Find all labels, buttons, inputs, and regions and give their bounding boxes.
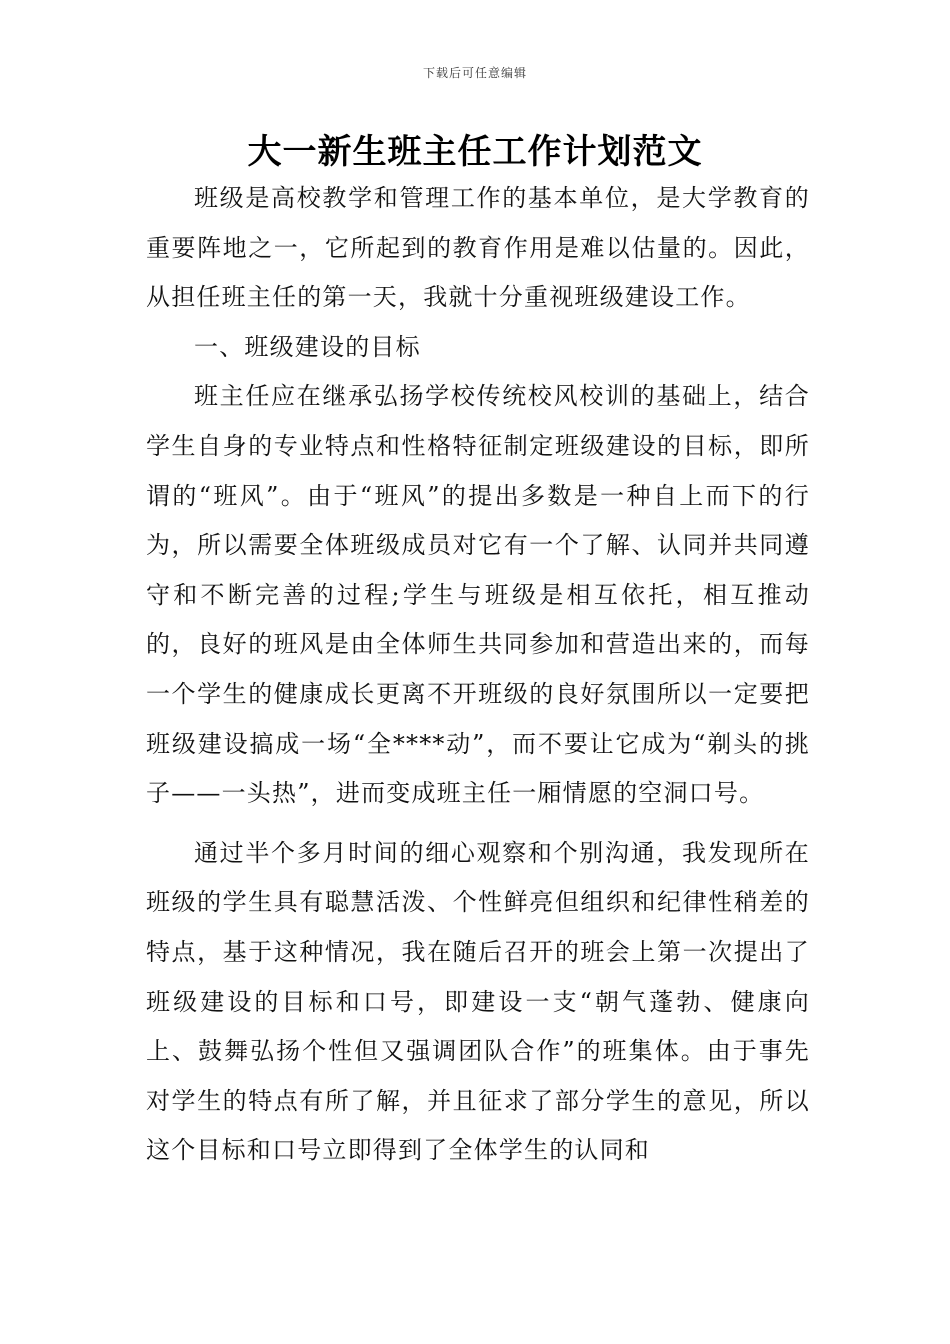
header-note: 下载后可任意编辑 (422, 66, 527, 80)
document-title: 大一新生班主任工作计划范文 (247, 132, 703, 172)
paragraph-class-style: 班主任应在继承弘扬学校传统校风校训的基础上，结合学生自身的专业特点和性格特征制定班级建设的目标，即所谓的“班风”。由于“班风”的提出多数是一种自上而下的行为，所以需要全体班级成员对它有一个了解、认同并共同遵守和不断完善的过程;学生与班级是相互依托，相互推动的，良好的班风是由全体师生共同参加和营造出来的，而每一个学生的健康成长更离不开班级的良好氛围所以一定要把班级建设搞成一场“全****动”，而不要让它成为“剃头的挑子——一头热”，进而变成班主任一厢情愿的空洞口号。 (146, 382, 810, 808)
section-heading-goals: 一、班级建设的目标 (194, 332, 421, 361)
paragraph-intro: 班级是高校教学和管理工作的基本单位，是大学教育的重要阵地之一，它所起到的教育作用是难以估量的。因此，从担任班主任的第一天，我就十分重视班级建设工作。 (146, 184, 810, 312)
paragraph-observation: 通过半个多月时间的细心观察和个别沟通，我发现所在班级的学生具有聪慧活泼、个性鲜亮但组织和纪律性稍差的特点，基于这种情况，我在随后召开的班会上第一次提出了班级建设的目标和口号，即建设一支“朝气蓬勃、健康向上、鼓舞弘扬个性但又强调团队合作”的班集体。由于事先对学生的特点有所了解，并且征求了部分学生的意见，所以这个目标和口号立即得到了全体学生的认同和 (146, 838, 810, 1165)
document-body (146, 174, 810, 1176)
